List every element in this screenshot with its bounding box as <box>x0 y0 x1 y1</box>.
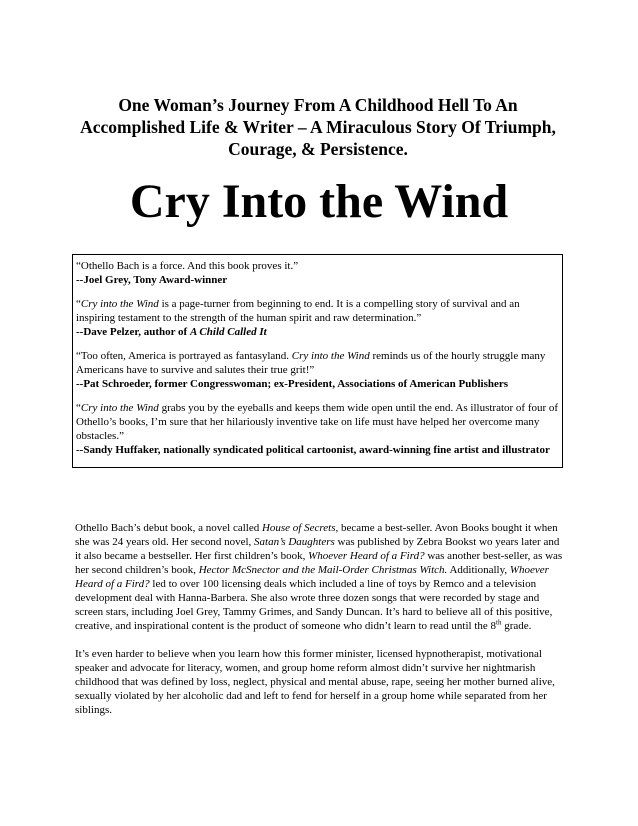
quote-attribution: --Joel Grey, Tony Award-winner <box>76 274 228 286</box>
quote-attribution: --Dave Pelzer, author of A Child Called It <box>76 326 267 338</box>
body-paragraph-1: Othello Bach’s debut book, a novel called House of Secrets, became a best-seller. Avon Books bought it when she was 24 years old. Her second novel, Satan’s Daughters was published by Zebra Bookst wo years later and it also became a bestseller. Her first children’s book, Whoever Heard of a Fird? was another best-seller, as was her second children’s book, Hector McSnector and the Mail-Order Christmas Witch. Additionally, Whoever Heard of a Fird? led to over 100 licensing deals which included a line of toys by Remco and a television development deal with Hanna-Barbera. She also wrote three dozen songs that were recorded by stage and screen stars, including Joel Grey, Tammy Grimes, and Sandy Duncan. It’s hard to believe all of this positive, creative, and inspirational content is the product of someone who didn’t learn to read until the 8th grade. <box>75 522 563 632</box>
testimonial-2 <box>76 297 560 339</box>
quote-text: “Too often, America is portrayed as fantasyland. Cry into the Wind reminds us of the hourly struggle many Americans have to survive and salutes their true grit!” <box>76 350 546 376</box>
quote-text: “Cry into the Wind grabs you by the eyeballs and keeps them wide open until the end. As illustrator of four of Othello’s books, I’m sure that her hilariously inventive take on life must have helped her overcome many obstacles.” <box>76 402 559 442</box>
body-paragraph-2: It’s even harder to believe when you learn how this former minister, licensed hypnotherapist, motivational speaker and advocate for literacy, women, and group home reform almost didn’t survive her nightmarish childhood that was defined by loss, neglect, physical and mental abuse, rape, seeing her mother burned alive, sexually violated by her alcoholic dad and left to fend for herself in a group home while separated from her siblings. <box>75 648 555 716</box>
testimonial-4 <box>76 401 560 457</box>
tagline: One Woman’s Journey From A Childhood Hell To An Accomplished Life & Writer – A Miraculous Story Of Triumph, Courage, & Persistence. <box>80 95 556 159</box>
book-title: Cry Into the Wind <box>129 175 509 228</box>
quote-attribution: --Sandy Huffaker, nationally syndicated political cartoonist, award-winning fine artist and illustrator <box>76 444 550 456</box>
quote-attribution: --Pat Schroeder, former Congresswoman; ex-President, Associations of American Publishers <box>76 378 509 390</box>
testimonial-3 <box>76 349 560 391</box>
testimonial-1 <box>76 259 560 287</box>
body-text <box>75 521 565 731</box>
quote-text: “Cry into the Wind is a page-turner from beginning to end. It is a compelling story of survival and an inspiring testament to the strength of the human spirit and raw determination.” <box>76 298 520 324</box>
quote-text: “Othello Bach is a force. And this book proves it.” <box>76 260 299 272</box>
testimonials-box <box>72 254 563 468</box>
